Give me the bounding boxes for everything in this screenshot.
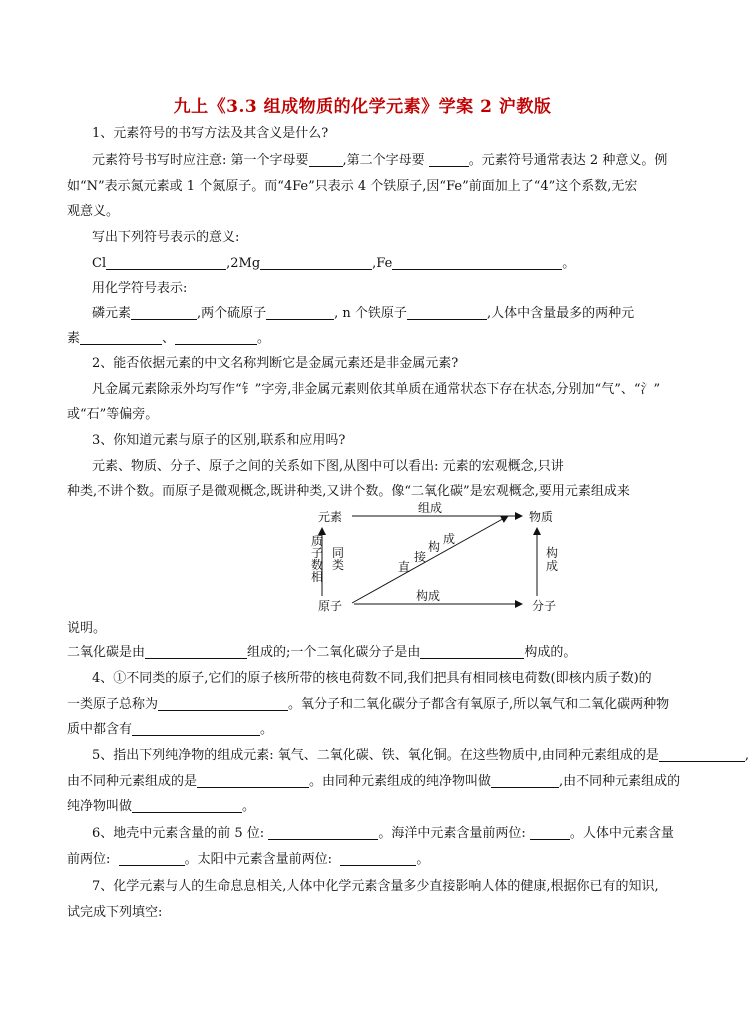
node-wuzhi: 物质 bbox=[529, 510, 554, 524]
blank-body-elements[interactable] bbox=[119, 851, 185, 866]
q5-line-2: 由不同种元素组成的是 。由同种元素组成的纯净物叫做 ,由不同种元素组成的 bbox=[67, 774, 681, 789]
q1-line-3: 观意义。 bbox=[67, 204, 120, 219]
q1-formula-line-2: 素 、 。 bbox=[67, 331, 271, 346]
blank-element-2[interactable] bbox=[175, 330, 257, 345]
q3-line-2: 种类,不讲个数。而原子是微观概念,既讲种类,又讲个数。像“二氧化碳”是宏观概念,要用元素组成来 bbox=[67, 484, 630, 499]
blank-n-iron[interactable] bbox=[407, 305, 487, 320]
q1-use-prompt: 用化学符号表示: bbox=[92, 281, 188, 296]
question-7: 7、化学元素与人的生命息息相关,人体中化学元素含量多少直接影响人体的健康,根据你已有的知识, bbox=[92, 879, 659, 894]
label-zi: 子 bbox=[311, 546, 324, 560]
blank-2mg[interactable] bbox=[260, 255, 372, 270]
q4-line-3: 质中都含有 。 bbox=[67, 722, 274, 737]
blank-simple-substance[interactable] bbox=[491, 773, 559, 788]
label-gou-right: 构 bbox=[546, 546, 559, 560]
label-cheng: 成 bbox=[443, 532, 456, 546]
blank-compound[interactable] bbox=[132, 798, 242, 813]
blank-fe[interactable] bbox=[392, 255, 562, 270]
label-zucheng: 组成 bbox=[418, 501, 443, 515]
node-fenzi: 分子 bbox=[532, 599, 557, 613]
blank-crust-elements[interactable] bbox=[268, 825, 378, 840]
page-title: 九上《3.3 组成物质的化学元素》学案 2 沪教版 bbox=[173, 97, 552, 117]
q7-line-2: 试完成下列填空: bbox=[67, 905, 163, 920]
q4-line-2: 一类原子总称为 。氧分子和二氧化碳分子都含有氧原子,所以氧气和二氧化碳两种物 bbox=[67, 697, 670, 712]
q2-line-2: 或“石”等偏旁。 bbox=[67, 407, 159, 422]
label-gou: 构 bbox=[428, 540, 441, 554]
q1-line-2: 如“N”表示氮元素或 1 个氮原子。而“4Fe”只表示 4 个铁原子,因“Fe”前面加上了“4”这个系数,无宏 bbox=[67, 179, 638, 194]
node-yuansu: 元素 bbox=[318, 510, 343, 524]
blank-different-element[interactable] bbox=[197, 773, 309, 788]
q2-line-1: 凡金属元素除汞外均写作“钅”字旁,非金属元素则依其单质在通常状态下存在状态,分别加“气”、“氵” bbox=[92, 382, 661, 397]
label-tong: 同 bbox=[332, 546, 345, 560]
blank-sun-elements[interactable] bbox=[340, 851, 416, 866]
node-yuanzi: 原子 bbox=[318, 599, 343, 613]
label-zhi: 直 bbox=[398, 560, 411, 574]
label-xiang: 相 bbox=[311, 570, 324, 584]
question-5: 5、指出下列纯净物的组成元素: 氧气、二氧化碳、铁、氧化铜。在这些物质中,由同种元素组成的是 , bbox=[92, 748, 749, 763]
element-relation-diagram bbox=[300, 500, 570, 620]
blank-ocean-elements[interactable] bbox=[530, 825, 570, 840]
blank-element-name[interactable] bbox=[158, 696, 288, 711]
question-6: 6、地壳中元素含量的前 5 位: 。海洋中元素含量前两位: 。人体中元素含量 bbox=[92, 826, 674, 841]
q6-line-2: 前两位: 。太阳中元素含量前两位: 。 bbox=[67, 852, 430, 867]
blank-phosphorus[interactable] bbox=[131, 305, 197, 320]
question-2: 2、能否依据元素的中文名称判断它是金属元素还是非金属元素? bbox=[92, 356, 459, 371]
label-goucheng-bottom: 构成 bbox=[416, 589, 441, 603]
q1-write-prompt: 写出下列符号表示的意义: bbox=[92, 230, 240, 245]
blank-two-sulfur[interactable] bbox=[266, 305, 334, 320]
q3-co2-line: 二氧化碳是由 组成的;一个二氧化碳分子是由 构成的。 bbox=[67, 645, 577, 660]
blank-same-element[interactable] bbox=[659, 747, 745, 762]
q5-line-3: 纯净物叫做 。 bbox=[67, 799, 256, 814]
q3-shuoming: 说明。 bbox=[67, 621, 107, 636]
label-lei: 类 bbox=[332, 558, 345, 572]
blank-cl[interactable] bbox=[106, 255, 226, 270]
question-3: 3、你知道元素与原子的区别,联系和应用吗? bbox=[92, 433, 346, 448]
label-shu: 数 bbox=[311, 558, 324, 572]
label-jie: 接 bbox=[414, 550, 427, 564]
label-cheng-right: 成 bbox=[546, 559, 559, 573]
blank-element-1[interactable] bbox=[80, 330, 162, 345]
blank-co2-atoms[interactable] bbox=[420, 644, 524, 659]
blank-co2-elements[interactable] bbox=[145, 644, 247, 659]
q1-formula-line: 磷元素 ,两个硫原子 , n 个铁原子 ,人体中含量最多的两种元 bbox=[92, 306, 635, 321]
blank-first-letter[interactable] bbox=[309, 152, 343, 167]
blank-second-letter[interactable] bbox=[429, 152, 469, 167]
blank-oxygen-element[interactable] bbox=[132, 721, 260, 736]
q1-line-1: 元素符号书写时应注意: 第一个字母要 ,第二个字母要 。元素符号通常表达 2 种意义。例 bbox=[92, 153, 668, 168]
question-4: 4、①不同类的原子,它们的原子核所带的核电荷数不同,我们把具有相同核电荷数(即核内质子数)的 bbox=[92, 671, 652, 686]
q3-line-1: 元素、物质、分子、原子之间的关系如下图,从图中可以看出: 元素的宏观概念,只讲 bbox=[92, 459, 564, 474]
question-1: 1、元素符号的书写方法及其含义是什么? bbox=[92, 126, 329, 141]
label-zhi-2: 质 bbox=[311, 534, 324, 548]
q1-symbol-line: Cl ,2Mg ,Fe 。 bbox=[92, 256, 576, 271]
